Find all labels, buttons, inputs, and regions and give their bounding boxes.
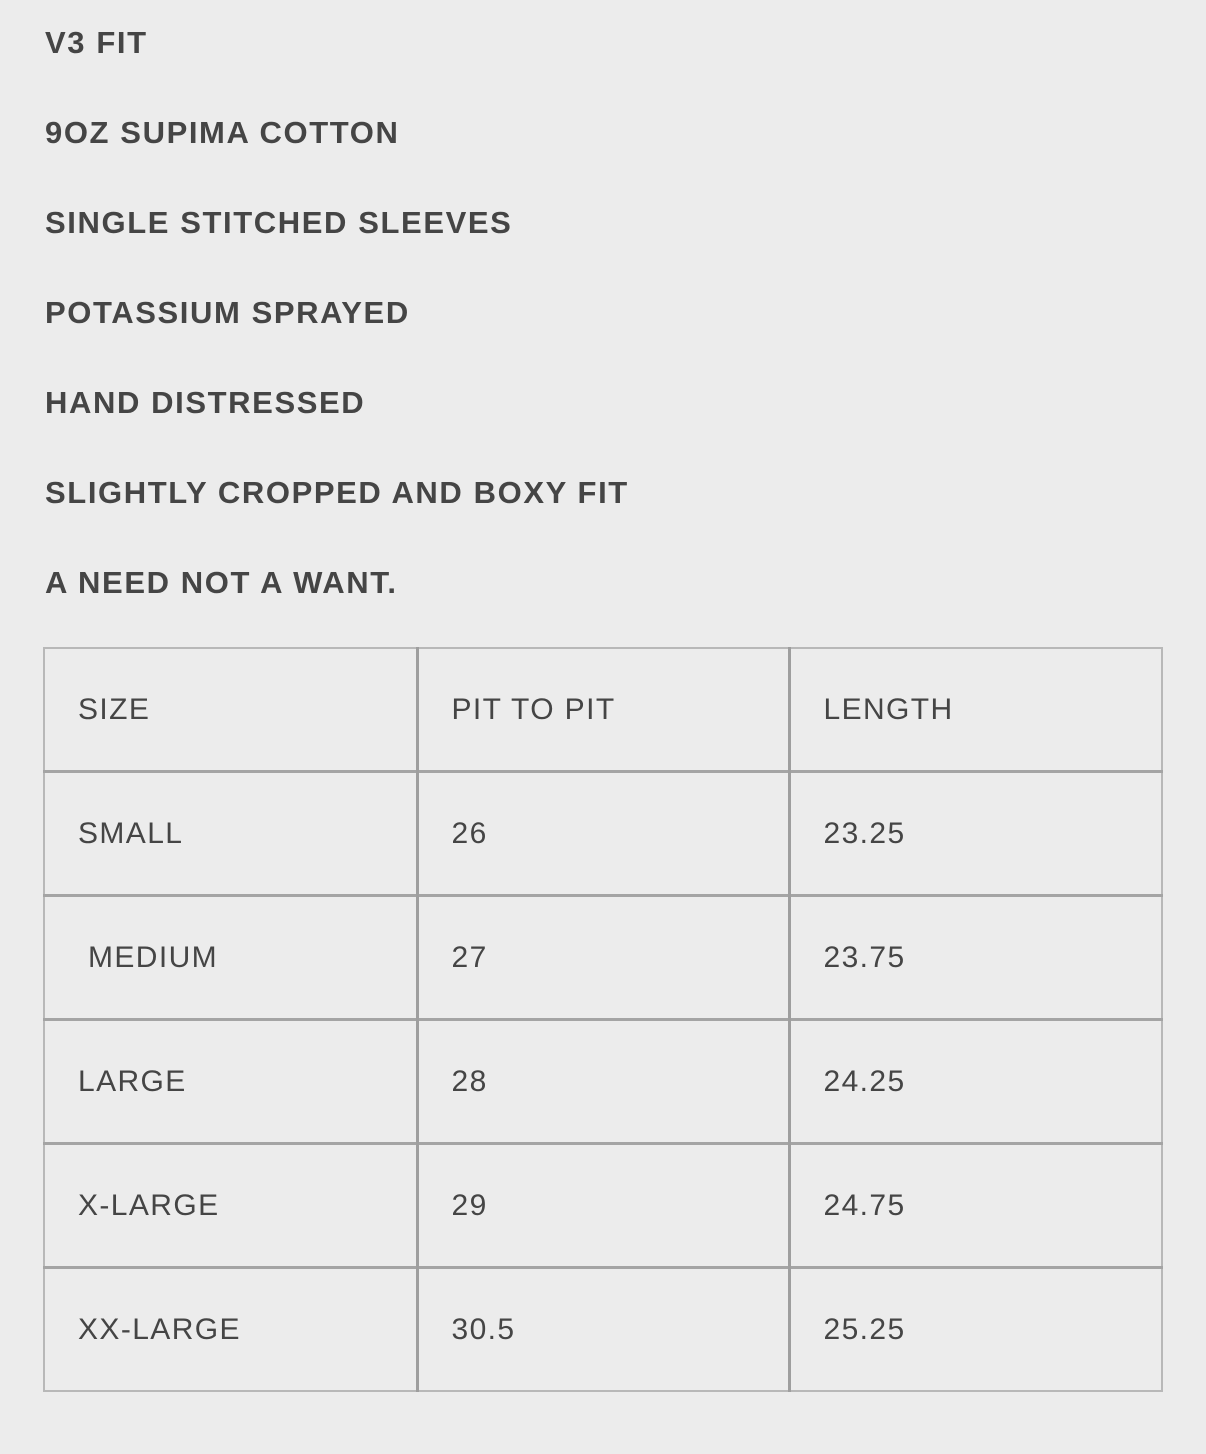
- table-row: [44, 1268, 1162, 1392]
- feature-tagline: A NEED NOT A WANT.: [45, 565, 398, 600]
- pit-to-pit-cell: 29: [417, 1144, 789, 1268]
- size-cell: MEDIUM: [44, 896, 417, 1020]
- feature-sleeves: SINGLE STITCHED SLEEVES: [45, 205, 513, 240]
- length-cell: 25.25: [789, 1268, 1162, 1392]
- pit-to-pit-cell: 26: [417, 772, 789, 896]
- size-cell: SMALL: [44, 772, 417, 896]
- header-size: SIZE: [78, 692, 151, 726]
- header-length: LENGTH: [789, 648, 1162, 772]
- table-row: [44, 1020, 1162, 1144]
- feature-fabric: 9OZ SUPIMA COTTON: [45, 115, 400, 150]
- size-chart-table: [43, 647, 1163, 1392]
- feature-distressing: HAND DISTRESSED: [45, 385, 366, 420]
- table-header-row: [44, 648, 1162, 772]
- pit-to-pit-cell: 27: [417, 896, 789, 1020]
- feature-treatment: POTASSIUM SPRAYED: [45, 295, 410, 330]
- length-cell: 24.75: [789, 1144, 1162, 1268]
- table-row: [44, 896, 1162, 1020]
- feature-cut: SLIGHTLY CROPPED AND BOXY FIT: [45, 475, 629, 510]
- size-cell: XX-LARGE: [44, 1268, 417, 1392]
- size-cell: X-LARGE: [44, 1144, 417, 1268]
- length-cell: 24.25: [789, 1020, 1162, 1144]
- length-cell: 23.75: [789, 896, 1162, 1020]
- header-pit-to-pit: PIT TO PIT: [417, 648, 789, 772]
- pit-to-pit-cell: 28: [417, 1020, 789, 1144]
- size-cell: LARGE: [44, 1020, 417, 1144]
- pit-to-pit-cell: 30.5: [417, 1268, 789, 1392]
- length-cell: 23.25: [789, 772, 1162, 896]
- table-row: [44, 772, 1162, 896]
- table-row: [44, 1144, 1162, 1268]
- feature-fit: V3 FIT: [45, 25, 148, 60]
